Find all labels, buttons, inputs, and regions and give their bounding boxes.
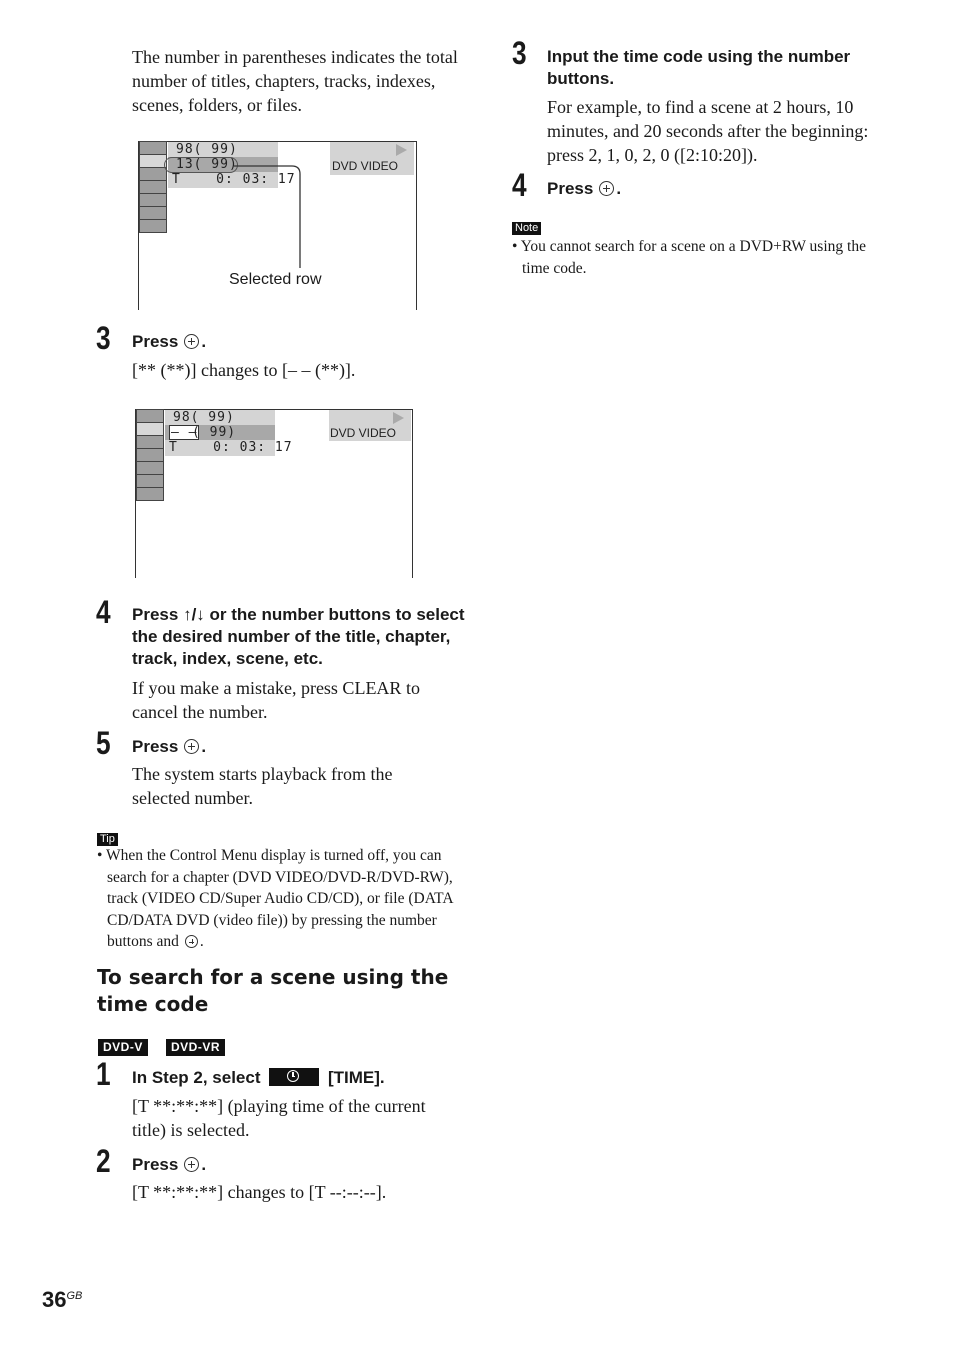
chapter-count: ( 99) xyxy=(192,425,237,440)
tc-step-4-title: Press . xyxy=(547,179,622,198)
enter-button-icon xyxy=(184,1157,199,1172)
tc-step-2-body: [T **:**:**] changes to [T --:--:--]. xyxy=(132,1182,387,1202)
disc-badge-dvd-vr: DVD-VR xyxy=(166,1038,225,1056)
step-3-body: [** (**)] changes to [– – (**)]. xyxy=(132,360,356,380)
tip-label: Tip xyxy=(97,829,118,847)
page-number-suffix: GB xyxy=(66,1290,83,1302)
enter-button-icon xyxy=(184,739,199,754)
step-3-title: Press . xyxy=(132,332,207,351)
step-5-body: The system starts playback from the selected number. xyxy=(132,764,393,808)
display-screen-1 xyxy=(138,141,417,310)
step-3-number: 3 xyxy=(96,320,111,356)
page-number: $36^{GB}$ xyxy=(42,1287,83,1312)
step-4-number: 4 xyxy=(96,594,111,630)
note-text: • You cannot search for a scene on a DVD+RW using the time code. xyxy=(512,238,866,277)
clock-icon xyxy=(269,1068,319,1086)
tip-text: • When the Control Menu display is turned off, you can search for a chapter (DVD VIDEO/DVD-R/DVD-RW), track (VIDEO CD/Super Audio CD/CD), or file (DATA CD/DATA DVD (video file)) by pressing the number buttons and . xyxy=(97,847,453,950)
tc-step-2-title: Press . xyxy=(132,1155,207,1174)
time-readout: T 0: 03: 17 xyxy=(172,172,296,187)
play-icon xyxy=(393,412,404,424)
enter-button-icon xyxy=(599,181,614,196)
menu-icon-column xyxy=(136,410,164,501)
tc-step-1-number: 1 xyxy=(96,1056,111,1092)
chapter-count: 13( 99) xyxy=(176,157,238,172)
tc-step-1-title: In Step 2, select [TIME]. xyxy=(132,1068,385,1087)
step-4-title: Press ↑/↓ or the number buttons to select the desired number of the title, chapter, track, index, scene, etc. xyxy=(132,605,465,668)
tc-step-3-title: Input the time code using the number buttons. xyxy=(547,47,851,88)
dash-entry-box: – – xyxy=(171,425,198,440)
step-5-number: 5 xyxy=(96,725,111,761)
dvd-video-label-box xyxy=(329,410,411,441)
callout-line xyxy=(234,162,304,272)
dvd-video-label: DVD VIDEO xyxy=(332,159,399,173)
callout-label: Selected row xyxy=(229,271,322,288)
tc-step-3-number: 3 xyxy=(512,35,527,71)
up-down-arrows-icon: ↑/↓ xyxy=(183,605,205,624)
note-label: Note xyxy=(512,218,541,236)
step-5-title: Press . xyxy=(132,737,207,756)
tc-step-4-number: 4 xyxy=(512,167,527,203)
tc-step-1-body: [T **:**:**] (playing time of the current title) is selected. xyxy=(132,1096,426,1140)
enter-button-icon xyxy=(184,334,199,349)
intro-paragraph: The number in parentheses indicates the total number of titles, chapters, tracks, indexes, scenes, folders, or files. xyxy=(132,47,458,115)
tc-step-2-number: 2 xyxy=(96,1143,111,1179)
title-count: 98( 99) xyxy=(176,142,238,157)
disc-badge-dvd-v: DVD-V xyxy=(98,1038,148,1056)
tc-step-3-body: For example, to find a scene at 2 hours, 10 minutes, and 20 seconds after the beginning: press 2, 1, 0, 2, 0 ([2:10:20]). xyxy=(547,97,869,165)
play-icon xyxy=(396,144,407,156)
display-screen-2 xyxy=(135,409,413,578)
title-count: 98( 99) xyxy=(173,410,235,425)
time-readout: T 0: 03: 17 xyxy=(169,440,293,455)
dvd-video-label-box xyxy=(330,142,414,175)
enter-button-icon xyxy=(185,935,198,948)
step-4-body: If you make a mistake, press CLEAR to cancel the number. xyxy=(132,678,420,722)
dvd-video-label: DVD VIDEO xyxy=(330,426,397,440)
menu-icon-column xyxy=(139,142,167,233)
section-heading: To search for a scene using the time code xyxy=(97,965,449,1016)
